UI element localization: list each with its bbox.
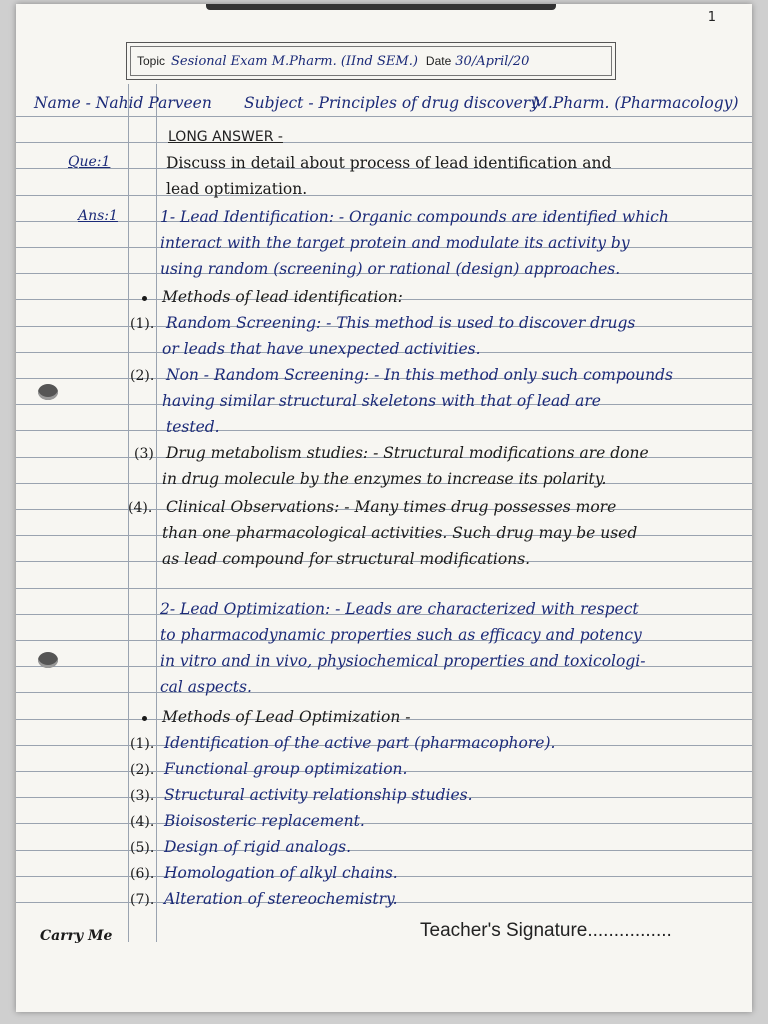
opt-line: Bioisosteric replacement. <box>164 812 365 830</box>
ruled-line <box>16 116 752 117</box>
method-line: having similar structural skeletons with that of lead are <box>162 392 601 410</box>
method-line: in drug molecule by the enzymes to increase its polarity. <box>162 470 607 488</box>
ruled-line <box>16 823 752 824</box>
course: M.Pharm. (Pharmacology) <box>532 94 739 112</box>
punch-hole <box>38 384 58 400</box>
ruled-line <box>16 430 752 431</box>
ruled-line <box>16 195 752 196</box>
opt-num: (7). <box>130 892 155 908</box>
method-num: (4). <box>128 500 153 516</box>
carry-me-brand: Carry Me <box>40 928 113 944</box>
punch-hole <box>38 652 58 668</box>
opt-num: (5). <box>130 840 155 856</box>
lead-opt-line-2: to pharmacodynamic properties such as efficacy and potency <box>160 626 642 644</box>
notebook-page <box>16 4 752 1012</box>
bullet <box>142 716 147 721</box>
opt-line: Homologation of alkyl chains. <box>164 864 398 882</box>
ruled-line <box>16 692 752 693</box>
method-line: Clinical Observations: - Many times drug possesses more <box>166 498 617 516</box>
subject: Subject - Principles of drug discovery <box>244 94 539 112</box>
method-line: than one pharmacological activities. Such drug may be used <box>162 524 638 542</box>
opt-line: Design of rigid analogs. <box>164 838 351 856</box>
method-num: (1). <box>130 316 155 332</box>
teacher-signature: Teacher's Signature................ <box>420 920 672 941</box>
opt-num: (6). <box>130 866 155 882</box>
lead-id-line-2: interact with the target protein and modulate its activity by <box>160 234 630 252</box>
method-line: Non - Random Screening: - In this method only such compounds <box>166 366 673 384</box>
lead-opt-line-4: cal aspects. <box>160 678 252 696</box>
opt-line: Functional group optimization. <box>164 760 408 778</box>
lead-opt-line-3: in vitro and in vivo, physiochemical properties and toxicologi- <box>160 652 646 670</box>
date-value: 30/April/20 <box>455 53 530 69</box>
methods-opt-heading: Methods of Lead Optimization - <box>162 708 411 726</box>
method-line: as lead compound for structural modifications. <box>162 550 531 568</box>
student-name: Name - Nahid Parveen <box>34 94 212 112</box>
opt-num: (2). <box>130 762 155 778</box>
topic-value: Sesional Exam M.Pharm. (IInd SEM.) <box>171 53 418 69</box>
margin-line-right <box>156 84 157 942</box>
topic-box <box>126 42 616 80</box>
method-line: Drug metabolism studies: - Structural modifications are done <box>166 444 649 462</box>
lead-id-line-3: using random (screening) or rational (design) approaches. <box>160 260 621 278</box>
method-line: Random Screening: - This method is used to discover drugs <box>166 314 636 332</box>
section-title: LONG ANSWER - <box>168 129 283 145</box>
question-line-2: lead optimization. <box>166 180 308 198</box>
methods-id-heading: Methods of lead identification: <box>162 288 403 306</box>
topic-label: Topic <box>137 54 166 68</box>
method-num: (3) <box>134 446 154 462</box>
ruled-line <box>16 850 752 851</box>
ruled-line <box>16 588 752 589</box>
answer-label: Ans:1 <box>78 208 118 224</box>
ruled-line <box>16 142 752 143</box>
method-line: or leads that have unexpected activities. <box>162 340 481 358</box>
bullet <box>142 296 147 301</box>
question-label: Que:1 <box>68 154 111 170</box>
opt-num: (1). <box>130 736 155 752</box>
page-number: 1 <box>707 10 716 25</box>
method-num: (2). <box>130 368 155 384</box>
binder-clip <box>206 4 556 10</box>
lead-opt-line-1: 2- Lead Optimization: - Leads are characterized with respect <box>160 600 639 618</box>
lead-id-line-1: 1- Lead Identification: - Organic compounds are identified which <box>160 208 669 226</box>
question-line-1: Discuss in detail about process of lead identification and <box>166 154 612 172</box>
opt-line: Alteration of stereochemistry. <box>164 890 398 908</box>
opt-line: Structural activity relationship studies. <box>164 786 473 804</box>
opt-num: (3). <box>130 788 155 804</box>
opt-num: (4). <box>130 814 155 830</box>
method-line: tested. <box>166 418 220 436</box>
date-label: Date <box>425 54 452 68</box>
opt-line: Identification of the active part (pharmacophore). <box>164 734 556 752</box>
